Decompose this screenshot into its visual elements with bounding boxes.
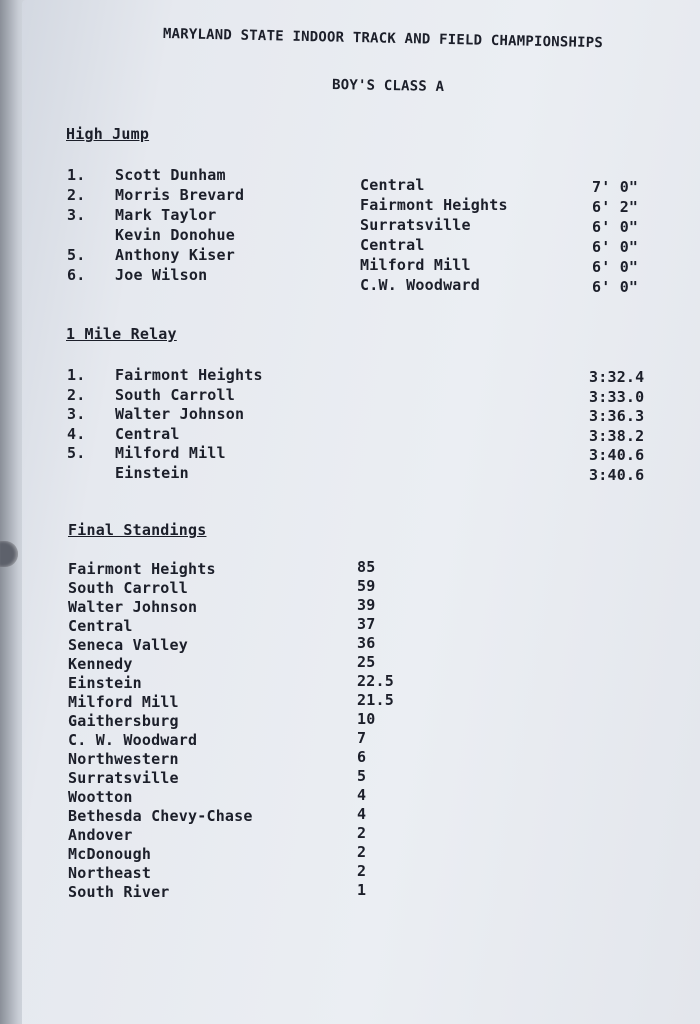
relay-place: 3.	[67, 405, 86, 423]
hj-athlete: Mark Taylor	[115, 206, 217, 224]
hj-school: Central	[360, 176, 425, 194]
hj-mark: 6' 2"	[592, 198, 639, 216]
standings-points: 2	[357, 862, 367, 880]
hj-mark: 6' 0"	[592, 218, 639, 236]
hj-athlete: Anthony Kiser	[115, 246, 235, 264]
standings-team: South Carroll	[68, 579, 188, 597]
standings-team: Fairmont Heights	[68, 560, 216, 578]
standings-team: Central	[68, 617, 133, 635]
hj-mark: 6' 0"	[592, 258, 639, 276]
document-subtitle: BOY'S CLASS A	[331, 77, 445, 95]
relay-time: 3:33.0	[589, 387, 645, 406]
standings-team: Milford Mill	[68, 693, 179, 711]
relay-time: 3:32.4	[589, 368, 645, 386]
hj-place: 5.	[67, 246, 86, 264]
standings-team: Wootton	[68, 788, 133, 806]
hj-school: Milford Mill	[360, 256, 471, 274]
standings-team: Andover	[68, 826, 133, 844]
hj-mark: 7' 0"	[592, 178, 639, 196]
hj-school: C.W. Woodward	[360, 276, 480, 294]
standings-team: Kennedy	[68, 655, 133, 673]
hj-school: Surratsville	[360, 216, 471, 234]
standings-points: 25	[357, 653, 376, 671]
standings-points: 36	[357, 634, 376, 652]
hj-place: 3.	[67, 206, 86, 224]
hj-athlete: Scott Dunham	[115, 166, 226, 184]
standings-points: 21.5	[357, 691, 394, 709]
standings-points: 1	[357, 881, 367, 899]
standings-team: Northwestern	[68, 750, 179, 768]
hj-athlete: Morris Brevard	[115, 186, 245, 204]
relay-team: Milford Mill	[115, 444, 226, 462]
relay-team: Walter Johnson	[115, 405, 245, 423]
standings-points: 4	[357, 786, 367, 804]
standings-points: 7	[357, 729, 367, 747]
standings-points: 10	[357, 710, 376, 728]
hj-school: Fairmont Heights	[360, 196, 508, 214]
standings-team: South River	[68, 883, 170, 901]
hj-athlete: Kevin Donohue	[115, 226, 235, 244]
relay-place: 1.	[67, 366, 86, 384]
standings-team: C. W. Woodward	[68, 731, 198, 749]
relay-team: Fairmont Heights	[115, 366, 263, 384]
standings-heading: Final Standings	[68, 521, 207, 539]
relay-place: 5.	[67, 444, 86, 462]
standings-team: Northeast	[68, 864, 152, 882]
standings-team: Bethesda Chevy-Chase	[68, 807, 253, 825]
standings-points: 2	[357, 824, 367, 842]
standings-points: 85	[357, 558, 376, 576]
relay-time: 3:40.6	[589, 446, 645, 464]
high-jump-heading: High Jump	[66, 125, 150, 143]
standings-points: 59	[357, 577, 376, 595]
relay-team: Einstein	[115, 463, 189, 482]
relay-time: 3:40.6	[589, 465, 645, 484]
standings-team: Seneca Valley	[68, 636, 188, 654]
relay-team: South Carroll	[115, 385, 235, 404]
hj-place: 2.	[67, 186, 86, 204]
relay-heading: 1 Mile Relay	[66, 325, 177, 343]
document-title: MARYLAND STATE INDOOR TRACK AND FIELD CHAMPIONSHIPS	[162, 26, 604, 52]
hj-school: Central	[360, 236, 425, 254]
standings-team: Walter Johnson	[68, 598, 198, 616]
hj-athlete: Joe Wilson	[115, 266, 208, 284]
standings-points: 2	[357, 843, 367, 861]
standings-points: 6	[357, 748, 367, 766]
standings-team: Einstein	[68, 674, 142, 692]
standings-team: Surratsville	[68, 769, 179, 787]
hj-place: 6.	[67, 266, 86, 284]
hj-mark: 6' 0"	[592, 278, 639, 296]
relay-time: 3:38.2	[589, 426, 645, 445]
hj-mark: 6' 0"	[592, 238, 639, 256]
relay-place: 4.	[67, 424, 86, 443]
standings-team: Gaithersburg	[68, 712, 179, 730]
standings-team: McDonough	[68, 845, 152, 863]
standings-points: 37	[357, 615, 376, 633]
relay-time: 3:36.3	[589, 407, 645, 425]
hj-place: 1.	[67, 166, 86, 184]
standings-points: 4	[357, 805, 367, 823]
standings-points: 5	[357, 767, 367, 785]
relay-place: 2.	[67, 385, 86, 404]
standings-points: 39	[357, 596, 376, 614]
relay-team: Central	[115, 424, 180, 443]
standings-points: 22.5	[357, 672, 394, 690]
